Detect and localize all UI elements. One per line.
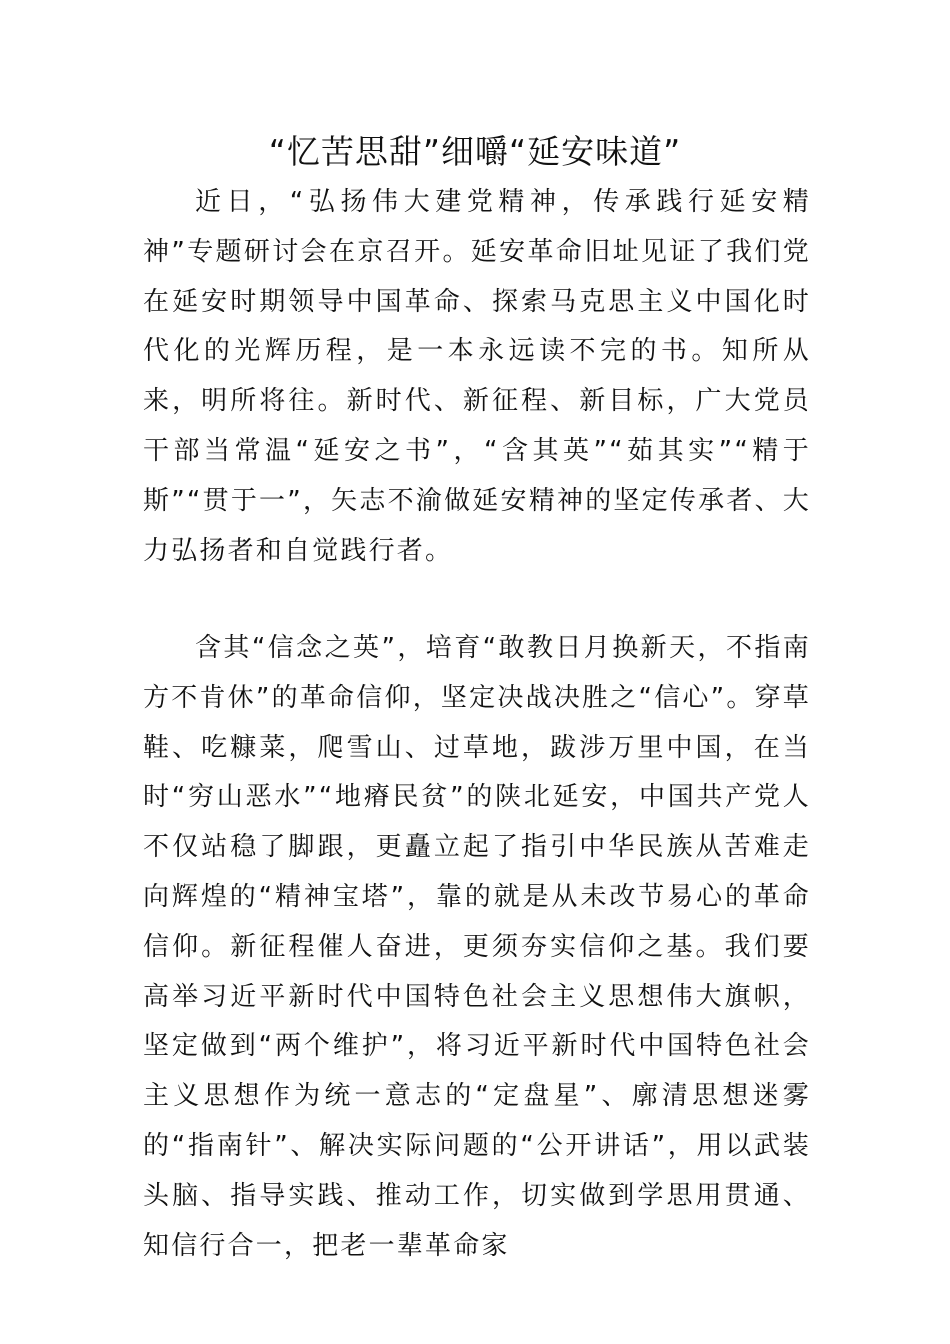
paragraph-2: 含其“信念之英”，培育“敢教日月换新天，不指南方不肯休”的革命信仰，坚定决战决胜之“信心”。穿草鞋、吃糠菜，爬雪山、过草地，跋涉万里中国，在当时“穷山恶水”“地瘠民贫”的陕北延安，中国共产党人不仅站稳了脚跟，更矗立起了指引中华民族从苦难走向辉煌的“精神宝塔”，靠的就是从未改节易心的革命信仰。新征程催人奋进，更须夯实信仰之基。我们要高举习近平新时代中国特色社会主义思想伟大旗帜，坚定做到“两个维护”，将习近平新时代中国特色社会主义思想作为统一意志的“定盘星”、廓清思想迷雾的“指南针”、解决实际问题的“公开讲话”，用以武装头脑、指导实践、推动工作，切实做到学思用贯通、知信行合一，把老一辈革命家 xyxy=(143,633,811,1261)
paragraph-1: 近日，“弘扬伟大建党精神，传承践行延安精神”专题研讨会在京召开。延安革命旧址见证了我们党在延安时期领导中国革命、探索马克思主义中国化时代化的光辉历程，是一本永远读不完的书。知所从来，明所将往。新时代、新征程、新目标，广大党员干部当常温“延安之书”，“含其英”“茹其实”“精于斯”“贯于一”，矢志不渝做延安精神的坚定传承者、大力弘扬者和自觉践行者。 xyxy=(143,187,811,566)
document-title: “忆苦思甜”细嚼“延安味道” xyxy=(268,132,682,171)
